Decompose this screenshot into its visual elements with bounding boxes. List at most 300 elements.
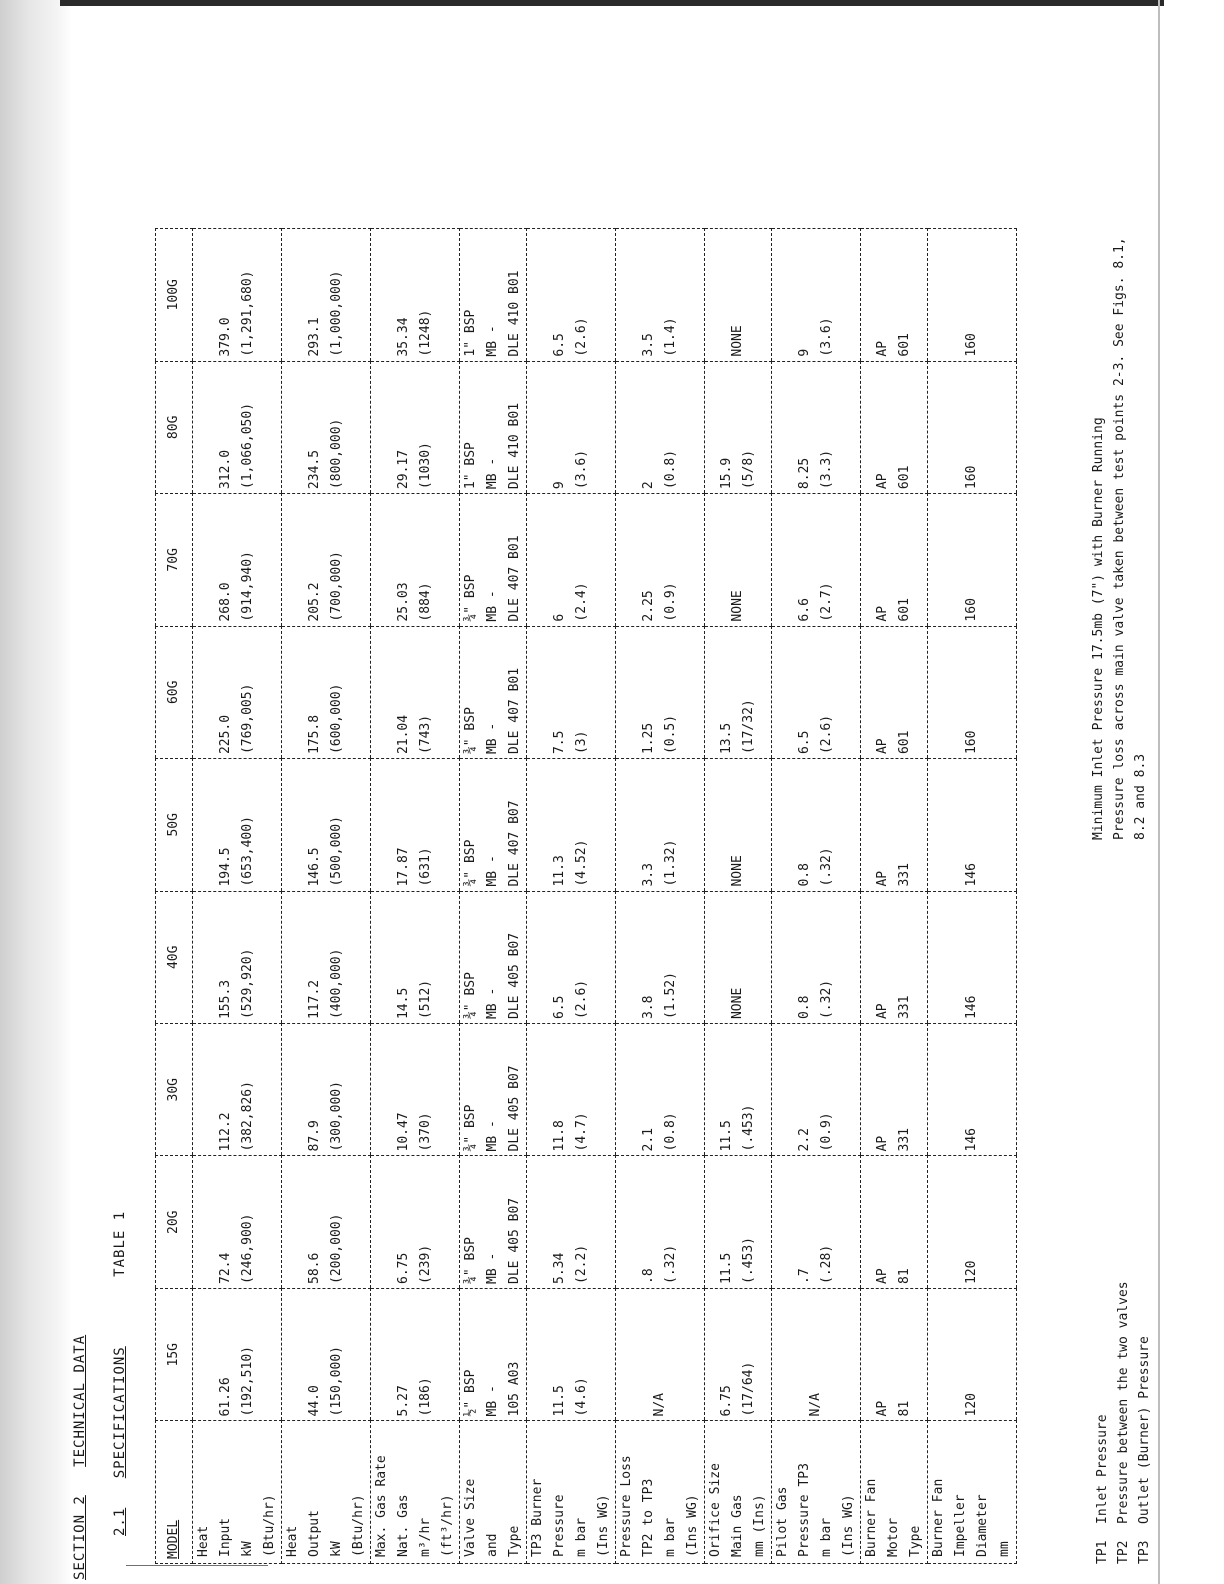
cell-value: DLE 407 B01 xyxy=(507,535,522,622)
cell-value: 312.0 xyxy=(218,449,233,490)
spec-number: 2.1 xyxy=(112,1507,128,1536)
cell-value: 9 xyxy=(552,481,567,490)
cell-value: (2.6) xyxy=(574,317,589,357)
cell-value: (2.2) xyxy=(574,1244,589,1284)
row-label-line: m bar xyxy=(574,1517,589,1557)
note-row xyxy=(1113,1281,1134,1564)
cell-value: 25.03 xyxy=(396,582,411,622)
cell-value: 3.5 xyxy=(641,333,656,357)
cell-value: ½" BSP xyxy=(463,1369,478,1417)
cell-value: MB - xyxy=(485,1120,500,1152)
table-cell xyxy=(460,229,527,362)
note-row xyxy=(1092,1281,1113,1564)
model-header-20g: 20G xyxy=(156,1156,193,1288)
cell-value: 146 xyxy=(964,863,979,887)
row-label-line: Pressure Loss xyxy=(619,1455,634,1557)
specifications-table xyxy=(155,228,1017,1564)
cell-value: 0.8 xyxy=(797,995,812,1020)
table-cell xyxy=(371,361,460,493)
cell-value: (1.52) xyxy=(663,972,678,1020)
row-label xyxy=(282,1421,371,1564)
cell-value: (1248) xyxy=(418,309,433,357)
cell-value: (512) xyxy=(418,979,433,1020)
row-label xyxy=(705,1421,772,1564)
table-cell xyxy=(460,361,527,493)
table-cell xyxy=(371,891,460,1023)
cell-value: 14.5 xyxy=(396,987,411,1020)
table-cell xyxy=(772,361,861,493)
table-cell xyxy=(527,229,616,362)
cell-value: NONE xyxy=(730,325,745,357)
table-cell xyxy=(928,891,1017,1023)
cell-value: 0.8 xyxy=(797,863,812,887)
cell-value: (186) xyxy=(418,1377,433,1417)
cell-value: 44.0 xyxy=(307,1385,322,1417)
table-cell xyxy=(282,626,371,758)
table-cell xyxy=(193,361,282,493)
row-label xyxy=(772,1421,861,1564)
row-label-line: (Btu/hr) xyxy=(351,1494,366,1557)
cell-value: (0.9) xyxy=(663,582,678,622)
cell-value: 6.6 xyxy=(797,598,812,622)
cell-value: MB - xyxy=(485,457,500,490)
cell-value: 175.8 xyxy=(307,714,322,755)
cell-value: 15.9 xyxy=(719,457,734,490)
cell-value: 87.9 xyxy=(307,1120,322,1152)
cell-value: MB - xyxy=(485,722,500,755)
cell-value: 72.4 xyxy=(218,1252,233,1284)
cell-value: (4.6) xyxy=(574,1377,589,1417)
table-cell xyxy=(282,229,371,362)
cell-value: DLE 407 B07 xyxy=(507,800,522,887)
section-heading xyxy=(72,1335,88,1580)
cell-value: 601 xyxy=(897,598,912,622)
row-label-line: mm xyxy=(997,1541,1012,1557)
table-cell xyxy=(772,759,861,891)
table-row xyxy=(861,229,928,1564)
row-label-line: m³/hr xyxy=(418,1517,433,1557)
cell-value: MB - xyxy=(485,325,500,357)
table-cell xyxy=(705,1156,772,1288)
cell-value: AP xyxy=(875,1003,890,1020)
table-cell xyxy=(193,759,282,891)
table-cell xyxy=(928,1156,1017,1288)
table-cell xyxy=(371,1024,460,1156)
cell-value: (382,826) xyxy=(240,1081,255,1152)
cell-value: (3) xyxy=(574,730,589,755)
table-row xyxy=(371,229,460,1564)
table-cell xyxy=(460,1156,527,1288)
cell-value: 2 xyxy=(641,481,656,490)
table-cell xyxy=(705,626,772,758)
table-cell xyxy=(772,494,861,626)
table-cell xyxy=(616,759,705,891)
cell-value: (800,000) xyxy=(329,418,344,490)
table-cell xyxy=(527,891,616,1023)
cell-value: 331 xyxy=(897,1128,912,1152)
cell-value: (2.6) xyxy=(574,979,589,1020)
row-label-line: Pressure TP3 xyxy=(797,1463,812,1557)
cell-value: AP xyxy=(875,1268,890,1284)
table-cell xyxy=(282,361,371,493)
table-cell xyxy=(282,494,371,626)
scan-edge xyxy=(0,0,72,1584)
cell-value: 293.1 xyxy=(307,317,322,357)
cell-value: (3.6) xyxy=(574,449,589,490)
row-label xyxy=(460,1421,527,1564)
table-cell xyxy=(460,1024,527,1156)
table-cell xyxy=(282,1156,371,1288)
table-body xyxy=(193,229,1017,1564)
spec-title: SPECIFICATIONS xyxy=(112,1346,128,1479)
cell-value: 146 xyxy=(964,995,979,1020)
test-point-notes xyxy=(1092,1281,1155,1564)
cell-value: DLE 407 B01 xyxy=(507,667,522,755)
table-cell xyxy=(616,1024,705,1156)
table-label: TABLE 1 xyxy=(112,1210,128,1277)
row-label-line: (ft³/hr) xyxy=(440,1494,455,1557)
cell-value: DLE 405 B07 xyxy=(507,1065,522,1152)
cell-value: 61.26 xyxy=(218,1377,233,1417)
cell-value: (4.7) xyxy=(574,1112,589,1152)
cell-value: NONE xyxy=(730,590,745,622)
cell-value: (.32) xyxy=(819,847,834,887)
cell-value: 120 xyxy=(964,1260,979,1284)
row-label-line: kW xyxy=(240,1541,255,1557)
note-code: TP2 xyxy=(1116,1540,1131,1564)
table-cell xyxy=(928,1024,1017,1156)
row-label-line: Motor xyxy=(886,1517,901,1557)
cell-value: MB - xyxy=(485,987,500,1020)
cell-value: 601 xyxy=(897,465,912,490)
cell-value: (200,000) xyxy=(329,1213,344,1284)
table-cell xyxy=(861,1156,928,1288)
table-cell xyxy=(705,1024,772,1156)
cell-value: 112.2 xyxy=(218,1112,233,1152)
table-cell xyxy=(371,229,460,362)
row-label-line: Type xyxy=(908,1525,923,1557)
table-cell xyxy=(371,1288,460,1420)
cell-value: 6.75 xyxy=(396,1252,411,1284)
model-header-80g: 80G xyxy=(156,361,193,493)
table-cell xyxy=(861,891,928,1023)
cell-value: 105 A03 xyxy=(507,1361,522,1417)
cell-value: N/A xyxy=(652,1392,667,1417)
cell-value: MB - xyxy=(485,1252,500,1284)
cell-value: (246,900) xyxy=(240,1213,255,1284)
table-cell xyxy=(527,1024,616,1156)
row-label-line: Type xyxy=(507,1525,522,1557)
cell-value: ¾" BSP xyxy=(463,707,478,755)
cell-value: NONE xyxy=(730,987,745,1020)
cell-value: 10.47 xyxy=(396,1112,411,1152)
spec-heading xyxy=(112,1211,128,1556)
table-cell xyxy=(527,1288,616,1420)
cell-value: 225.0 xyxy=(218,714,233,755)
cell-value: DLE 410 B01 xyxy=(507,402,522,490)
cell-value: 17.87 xyxy=(396,847,411,887)
row-label-line: Burner Fan xyxy=(864,1478,879,1557)
cell-value: 160 xyxy=(964,333,979,357)
table-cell xyxy=(772,626,861,758)
row-label-line: m bar xyxy=(663,1517,678,1557)
table-cell xyxy=(193,626,282,758)
cell-value: 117.2 xyxy=(307,979,322,1020)
cell-value: 11.5 xyxy=(552,1385,567,1417)
row-label-line: Output xyxy=(307,1510,322,1557)
table-cell xyxy=(705,494,772,626)
cell-value: 11.3 xyxy=(552,855,567,887)
row-label-line: Valve Size xyxy=(463,1478,478,1557)
cell-value: 6.5 xyxy=(552,995,567,1020)
table-cell xyxy=(527,626,616,758)
cell-value: DLE 410 B01 xyxy=(507,270,522,357)
table-cell xyxy=(616,1156,705,1288)
model-header-100g: 100G xyxy=(156,229,193,362)
cell-value: (1030) xyxy=(418,442,433,490)
cell-value: 331 xyxy=(897,995,912,1020)
table-cell xyxy=(460,494,527,626)
table-cell xyxy=(772,1156,861,1288)
cell-value: (370) xyxy=(418,1112,433,1152)
row-label-line: Heat xyxy=(196,1525,211,1557)
table-cell xyxy=(616,494,705,626)
table-cell xyxy=(282,1024,371,1156)
rotated-page xyxy=(72,220,1152,1580)
cell-value: (17/32) xyxy=(741,699,756,755)
row-label-line: m bar xyxy=(819,1517,834,1557)
cell-value: 160 xyxy=(964,598,979,622)
cell-value: 5.27 xyxy=(396,1385,411,1417)
cell-value: 160 xyxy=(964,465,979,490)
cell-value: (17/64) xyxy=(741,1361,756,1417)
cell-value: (0.5) xyxy=(663,714,678,755)
cell-value: (3.3) xyxy=(819,449,834,490)
table-cell xyxy=(772,1024,861,1156)
table-cell xyxy=(527,361,616,493)
table-cell xyxy=(616,229,705,362)
cell-value: 29.17 xyxy=(396,449,411,490)
table-cell xyxy=(705,1288,772,1420)
cell-value: AP xyxy=(875,1400,890,1417)
page-right-edge xyxy=(1158,0,1160,1584)
table-cell xyxy=(282,891,371,1023)
table-cell xyxy=(928,626,1017,758)
cell-value: (884) xyxy=(418,582,433,622)
model-header-40g: 40G xyxy=(156,891,193,1023)
row-label xyxy=(527,1421,616,1564)
cell-value: (239) xyxy=(418,1244,433,1284)
cell-value: 120 xyxy=(964,1392,979,1417)
cell-value: (500,000) xyxy=(329,816,344,887)
row-label-line: Burner Fan xyxy=(931,1478,946,1557)
cell-value: (0.8) xyxy=(663,449,678,490)
note-row xyxy=(1134,1281,1155,1564)
note-text: Inlet Pressure xyxy=(1095,1414,1110,1524)
cell-value: (5/8) xyxy=(741,449,756,490)
table-cell xyxy=(193,1288,282,1420)
row-label-line: Pilot Gas xyxy=(775,1486,790,1557)
row-label-line: (Ins WG) xyxy=(841,1494,856,1557)
row-label-line: Impeller xyxy=(953,1494,968,1557)
cell-value: 5.34 xyxy=(552,1252,567,1284)
cell-value: (914,940) xyxy=(240,551,255,622)
table-cell xyxy=(460,759,527,891)
cell-value: (600,000) xyxy=(329,683,344,755)
row-label-line: mm (Ins) xyxy=(752,1494,767,1557)
cell-value: (1,000,000) xyxy=(329,270,344,357)
cell-value: 331 xyxy=(897,863,912,887)
cell-value: .8 xyxy=(641,1268,656,1284)
cell-value: 3.8 xyxy=(641,995,656,1020)
cell-value: MB - xyxy=(485,1385,500,1417)
table-cell xyxy=(705,361,772,493)
cell-value: (769,005) xyxy=(240,683,255,755)
table-cell xyxy=(527,494,616,626)
cell-value: 155.3 xyxy=(218,979,233,1020)
cell-value: NONE xyxy=(730,855,745,887)
cell-value: (.32) xyxy=(819,979,834,1020)
cell-value: N/A xyxy=(808,1392,823,1417)
cell-value: 8.25 xyxy=(797,457,812,490)
cell-value: .7 xyxy=(797,1268,812,1284)
cell-value: 6.5 xyxy=(797,730,812,755)
cell-value: (700,000) xyxy=(329,551,344,622)
cell-value: (192,510) xyxy=(240,1346,255,1417)
cell-value: 268.0 xyxy=(218,582,233,622)
table-cell xyxy=(371,494,460,626)
table-cell xyxy=(616,626,705,758)
model-header: MODEL xyxy=(156,1421,193,1564)
table-cell xyxy=(282,1288,371,1420)
cell-value: 2.25 xyxy=(641,590,656,622)
model-header-50g: 50G xyxy=(156,759,193,891)
table-cell xyxy=(193,1156,282,1288)
cell-value: 1" BSP xyxy=(463,442,478,490)
table-cell xyxy=(460,626,527,758)
cell-value: 146 xyxy=(964,1128,979,1152)
row-label xyxy=(193,1421,282,1564)
section-title: TECHNICAL DATA xyxy=(72,1334,88,1467)
model-header-60g: 60G xyxy=(156,626,193,758)
cell-value: AP xyxy=(875,473,890,490)
cell-value: 7.5 xyxy=(552,730,567,755)
cell-value: (3.6) xyxy=(819,317,834,357)
row-label-line: (Ins WG) xyxy=(596,1494,611,1557)
cell-value: 58.6 xyxy=(307,1252,322,1284)
table-cell xyxy=(705,891,772,1023)
table-row xyxy=(460,229,527,1564)
section-label: SECTION 2 xyxy=(72,1495,88,1580)
table-cell xyxy=(705,229,772,362)
table-cell xyxy=(772,891,861,1023)
row-label xyxy=(371,1421,460,1564)
cell-value: 6.5 xyxy=(552,333,567,357)
cell-value: 1" BSP xyxy=(463,309,478,357)
table-cell xyxy=(861,626,928,758)
row-label-line: Orifice Size xyxy=(708,1463,723,1557)
cell-value: AP xyxy=(875,340,890,357)
footnote-line: Pressure loss across main valve taken between test points 2-3. See Figs. 8.1, 8.2 and 8.3 xyxy=(1112,237,1148,840)
cell-value: ¾" BSP xyxy=(463,574,478,622)
cell-value: (300,000) xyxy=(329,1081,344,1152)
table-cell xyxy=(193,891,282,1023)
table-row xyxy=(928,229,1017,1564)
cell-value: 146.5 xyxy=(307,847,322,887)
cell-value: (.453) xyxy=(741,1104,756,1152)
table-cell xyxy=(616,361,705,493)
cell-value: 160 xyxy=(964,730,979,755)
table-cell xyxy=(193,494,282,626)
table-cell xyxy=(460,1288,527,1420)
cell-value: ¾" BSP xyxy=(463,972,478,1020)
model-header-15g: 15G xyxy=(156,1288,193,1420)
cell-value: 2.1 xyxy=(641,1128,656,1152)
table-cell xyxy=(861,1024,928,1156)
table-cell xyxy=(928,361,1017,493)
cell-value: ¾" BSP xyxy=(463,839,478,887)
cell-value: (1,291,680) xyxy=(240,270,255,357)
table-cell xyxy=(928,494,1017,626)
cell-value: 9 xyxy=(797,348,812,357)
table-row xyxy=(705,229,772,1564)
table-cell xyxy=(861,494,928,626)
row-label-line: TP2 to TP3 xyxy=(641,1478,656,1557)
row-label-line: Heat xyxy=(285,1525,300,1557)
table-cell xyxy=(616,891,705,1023)
table-cell xyxy=(861,1288,928,1420)
cell-value: 81 xyxy=(897,1268,912,1284)
cell-value: ¾" BSP xyxy=(463,1237,478,1284)
note-text: Outlet (Burner) Pressure xyxy=(1137,1336,1152,1524)
cell-value: DLE 405 B07 xyxy=(507,1197,522,1284)
cell-value: 35.34 xyxy=(396,317,411,357)
cell-value: AP xyxy=(875,870,890,887)
cell-value: (400,000) xyxy=(329,948,344,1020)
table-cell xyxy=(861,229,928,362)
note-code: TP3 xyxy=(1137,1540,1152,1564)
footnote-line: Minimum Inlet Pressure 17.5mb (7") with Burner Running xyxy=(1091,417,1106,840)
row-label xyxy=(928,1421,1017,1564)
row-label xyxy=(861,1421,928,1564)
row-label-line: (Ins WG) xyxy=(685,1494,700,1557)
table-header-row xyxy=(156,229,193,1564)
cell-value: DLE 405 B07 xyxy=(507,932,522,1020)
row-label xyxy=(616,1421,705,1564)
cell-value: (529,920) xyxy=(240,948,255,1020)
table-cell xyxy=(460,891,527,1023)
table-row xyxy=(616,229,705,1564)
cell-value: 21.04 xyxy=(396,714,411,755)
cell-value: (1,066,050) xyxy=(240,402,255,490)
cell-value: 6.75 xyxy=(719,1385,734,1417)
table-cell xyxy=(193,1024,282,1156)
cell-value: (653,400) xyxy=(240,816,255,887)
cell-value: AP xyxy=(875,1135,890,1152)
row-label-line: and xyxy=(485,1533,500,1557)
cell-value: (631) xyxy=(418,847,433,887)
cell-value: 11.5 xyxy=(719,1252,734,1284)
cell-value: (.453) xyxy=(741,1237,756,1284)
blue-rule xyxy=(126,1565,268,1566)
row-label-line: Max. Gas Rate xyxy=(374,1455,389,1557)
row-label-line: TP3 Burner xyxy=(530,1478,545,1557)
cell-value: 13.5 xyxy=(719,722,734,755)
cell-value: 81 xyxy=(897,1400,912,1417)
cell-value: 194.5 xyxy=(218,847,233,887)
cell-value: MB - xyxy=(485,590,500,622)
cell-value: AP xyxy=(875,605,890,622)
